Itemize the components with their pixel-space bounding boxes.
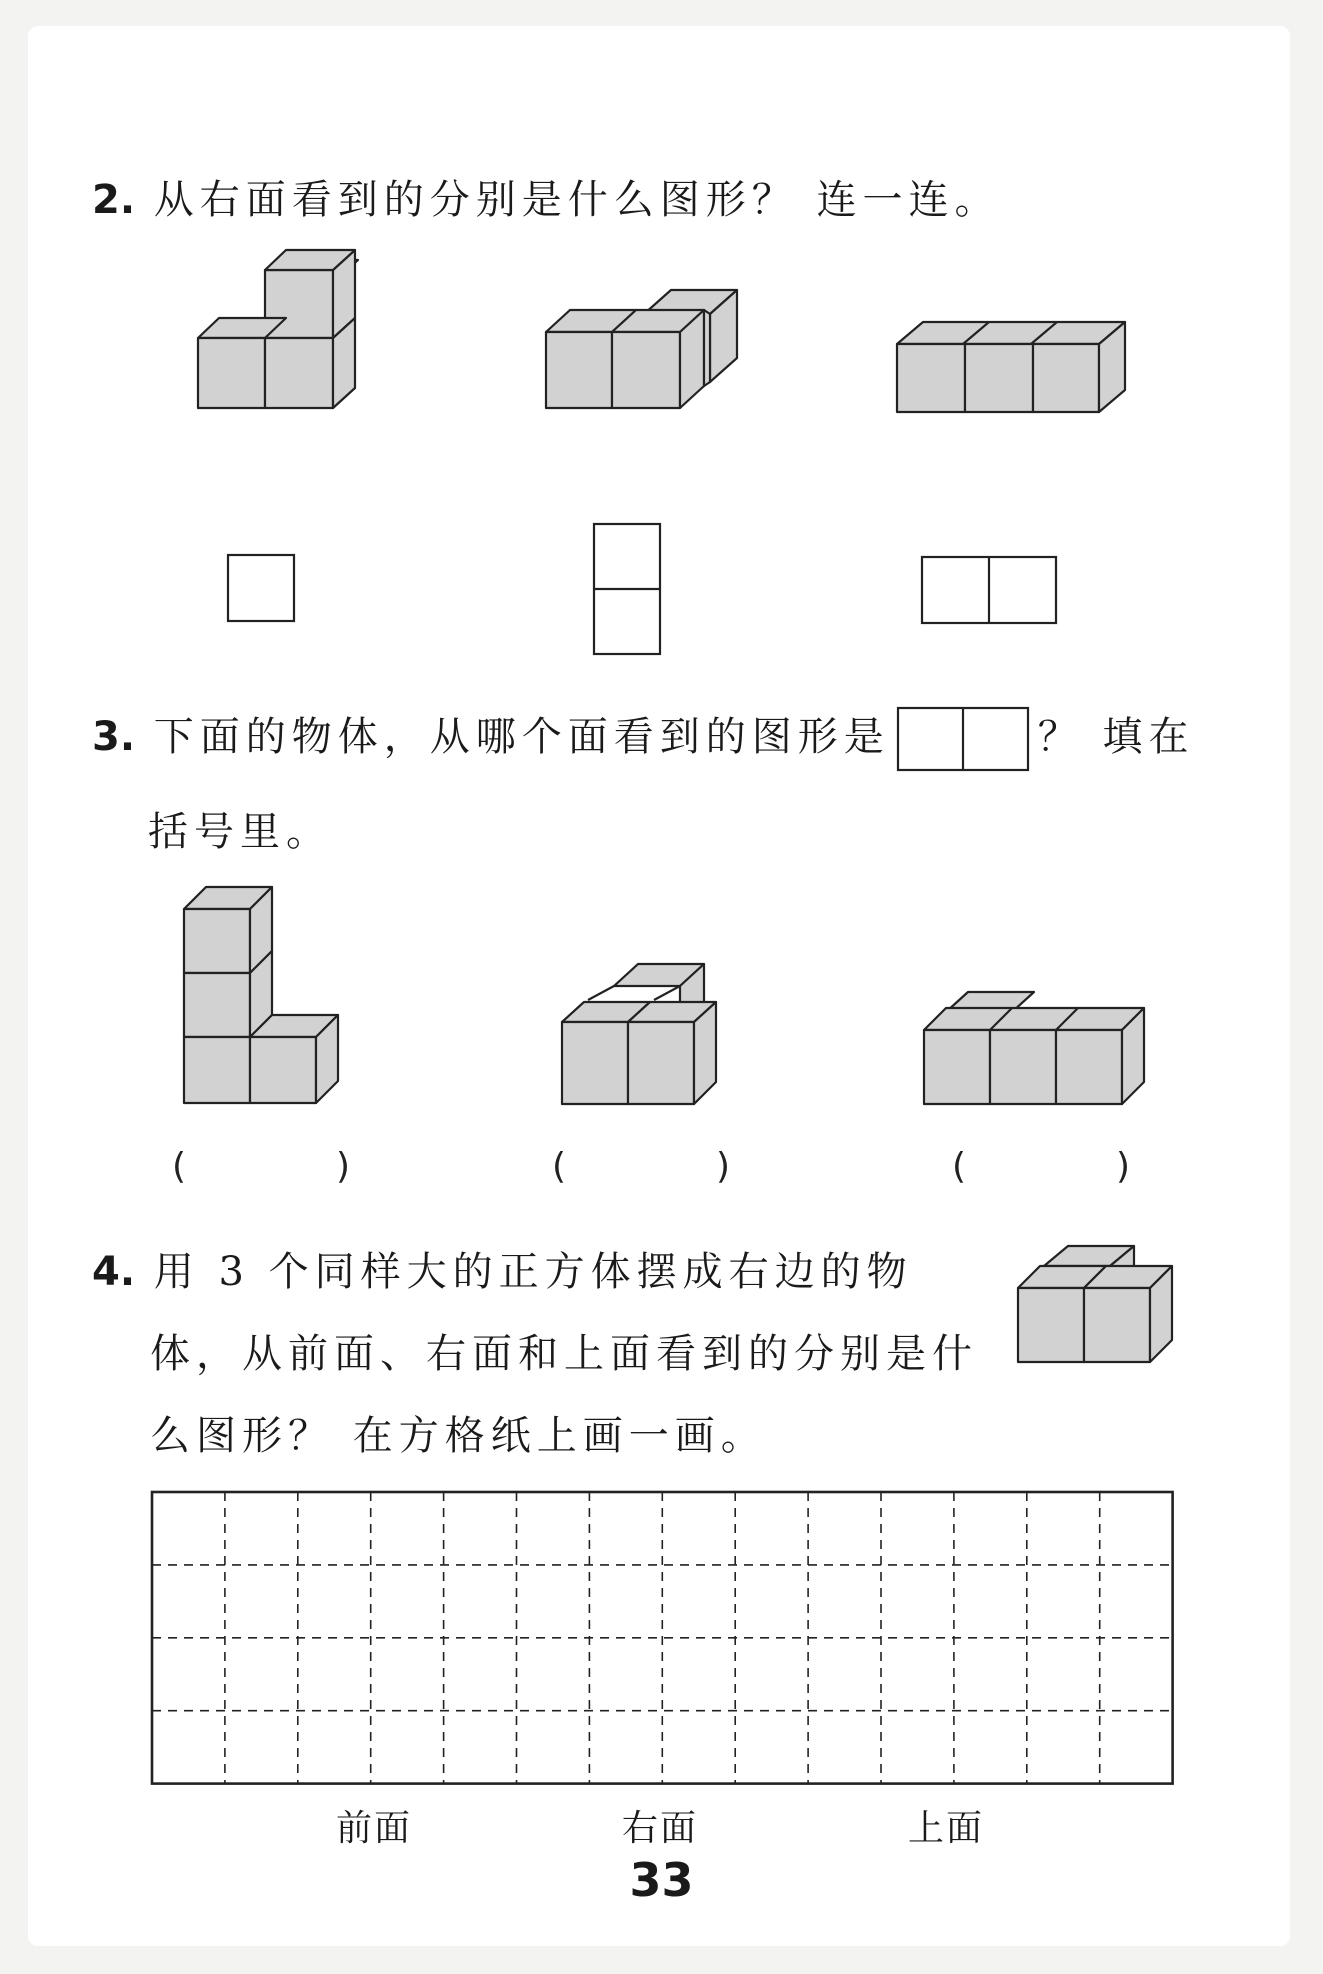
question-3-number: 3. xyxy=(92,714,136,760)
cube-1-front xyxy=(897,344,965,412)
q3-answer-1-close: ) xyxy=(336,1146,351,1187)
q2-view-horizontal-two-squares xyxy=(920,555,1060,627)
q2-view-single-square xyxy=(226,553,298,625)
q4-cube-figure xyxy=(1014,1244,1184,1366)
q3-answer-2-open: ( xyxy=(552,1146,567,1187)
row-top-face xyxy=(897,322,1125,344)
q3-target-shape xyxy=(896,706,1032,774)
question-4-line-1 xyxy=(92,1240,913,1297)
q3-cube-figure-1 xyxy=(180,885,340,1107)
q2-cube-figure-1 xyxy=(190,250,370,420)
question-4-text-1: 用 3 个同样大的正方体摆成右边的物 xyxy=(153,1249,913,1295)
cube-2-front xyxy=(965,344,1033,412)
q3-answer-3-open: ( xyxy=(952,1146,967,1187)
q2-view-vertical-two-squares xyxy=(592,522,664,658)
q3-cube-figure-3 xyxy=(920,990,1150,1108)
question-3-line-2: 括号里。 xyxy=(148,809,332,855)
question-2 xyxy=(92,168,1000,225)
page-number: 33 xyxy=(629,1853,694,1907)
question-4-line-3: 么图形？ 在方格纸上画一画。 xyxy=(150,1413,767,1459)
question-4-number: 4. xyxy=(92,1249,136,1295)
label-right-view: 右面 xyxy=(622,1808,699,1849)
question-4-line-2: 体，从前面、右面和上面看到的分别是什 xyxy=(150,1331,978,1377)
drawing-grid[interactable] xyxy=(150,1490,1174,1788)
q2-cube-figure-3 xyxy=(893,318,1133,418)
question-3-text-after: ？ 填在 xyxy=(1037,714,1195,760)
question-3-text-before: 下面的物体，从哪个面看到的图形是 xyxy=(153,714,890,760)
q3-answer-2-close: ) xyxy=(716,1146,731,1187)
q3-answer-1-open: ( xyxy=(172,1146,187,1187)
label-top-view: 上面 xyxy=(908,1808,985,1849)
q2-cube-figure-2 xyxy=(540,290,740,420)
question-2-text: 从右面看到的分别是什么图形？ 连一连。 xyxy=(153,177,1001,223)
cube-front-right xyxy=(612,310,710,408)
q3-cube-figure-2 xyxy=(558,962,728,1108)
label-front-view: 前面 xyxy=(336,1808,413,1849)
question-2-number: 2. xyxy=(92,177,136,223)
question-3 xyxy=(92,705,1194,774)
q3-answer-3-close: ) xyxy=(1116,1146,1131,1187)
cube-3-front xyxy=(1033,344,1099,412)
